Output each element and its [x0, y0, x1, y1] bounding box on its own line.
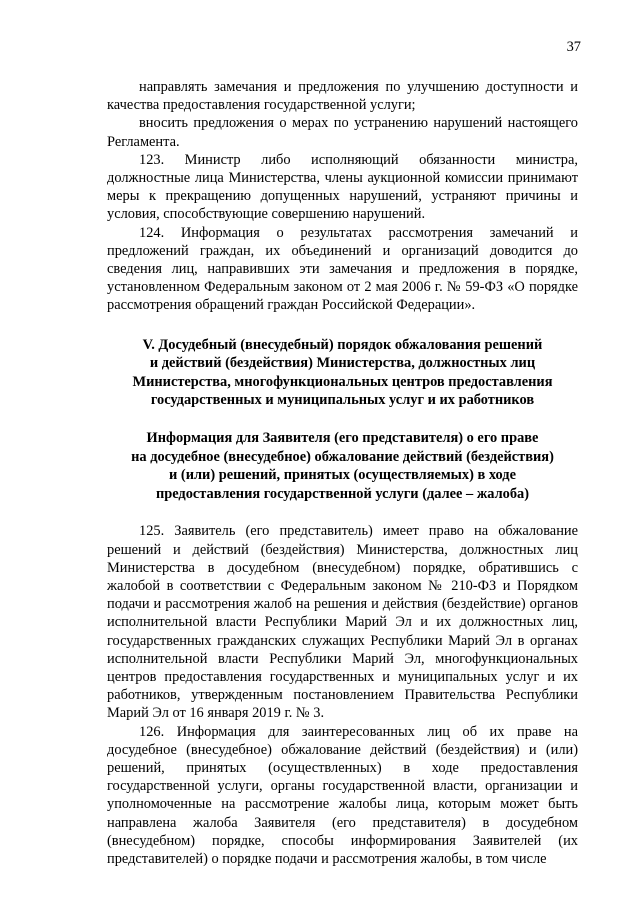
- page-content: [107, 78, 578, 868]
- subsection-heading-line: и (или) решений, принятых (осуществляемых) в ходе: [169, 467, 516, 484]
- paragraph-126: 126. Информация для заинтересованных лиц об их праве на досудебное (внесудебное) обжалование действий (бездействия) и (или) решений, принятых (осуществленных) в ходе предоставления государственной услуги, органы государственной власти, организации и уполномоченные на рассмотрение жалобы лица, которым может быть направлена жалоба Заявителя (его представителя) в досудебном (внесудебном) порядке, способы информирования Заявителей (их представителей) о порядке подачи и рассмотрения жалобы, в том числе: [107, 723, 578, 868]
- paragraph-123: 123. Министр либо исполняющий обязанности министра, должностные лица Министерства, члены аукционной комиссии принимают меры к прекращению допущенных нарушений, устраняют причины и условия, способствующие совершению нарушений.: [107, 151, 578, 223]
- paragraph-submit-remarks: направлять замечания и предложения по улучшению доступности и качества предоставления государственной услуги;: [107, 79, 578, 114]
- section-heading-line: Министерства, многофункциональных центров предоставления: [132, 373, 553, 390]
- page-number: 37: [566, 39, 581, 55]
- section-heading-line: V. Досудебный (внесудебный) порядок обжалования решений: [142, 336, 543, 353]
- paragraph-propose-measures: вносить предложения о мерах по устранению нарушений настоящего Регламента.: [107, 115, 578, 150]
- paragraph-125: 125. Заявитель (его представитель) имеет право на обжалование решений и действий (бездействия) Министерства, должностных лиц Министерства в досудебном (внесудебном) порядке, обратившись с жалобой в соответствии с Федеральным законом № 210-ФЗ и Порядком подачи и рассмотрения жалоб на решения и действия (бездействие) органов исполнительной власти Республики Марий Эл и их должностных лиц, государственных гражданских служащих Республики Марий Эл в органах исполнительной власти Республики Марий Эл, многофункциональных центров предоставления государственных и муниципальных услуг и их работников, утвержденным постановлением Правительства Республики Марий Эл от 16 января 2019 г. № 3.: [107, 523, 578, 722]
- subsection-heading-line: предоставления государственной услуги (далее – жалоба): [155, 485, 530, 502]
- body-bottom: [107, 522, 578, 868]
- section-heading-line: государственных и муниципальных услуг и их работников: [150, 392, 535, 409]
- subsection-heading: [107, 429, 578, 503]
- subsection-heading-line: на досудебное (внесудебное) обжалование действий (бездействия): [131, 448, 554, 465]
- section-heading-line: и действий (бездействия) Министерства, должностных лиц: [149, 355, 536, 372]
- section-heading: [107, 336, 578, 410]
- paragraph-124: 124. Информация о результатах рассмотрения замечаний и предложений граждан, их объединений и организаций доводится до сведения лиц, направивших эти замечания и предложения в порядке, установленном Федеральным законом от 2 мая 2006 г. № 59-ФЗ «О порядке рассмотрения обращений граждан Российской Федерации».: [107, 224, 578, 314]
- subsection-heading-line: Информация для Заявителя (его представителя) о его праве: [146, 430, 539, 447]
